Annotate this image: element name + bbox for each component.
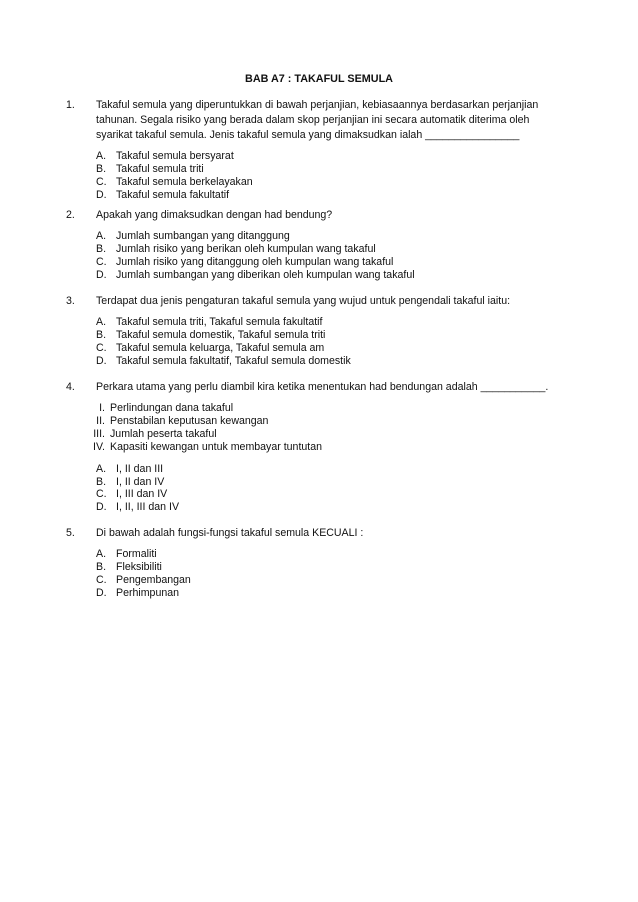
- options-list: [96, 463, 576, 515]
- options-list: [96, 230, 566, 282]
- option-a: [96, 150, 566, 163]
- statement-number: IV.: [93, 440, 105, 453]
- option-a: [96, 316, 566, 329]
- option-d: [96, 501, 576, 514]
- option-b: [96, 243, 566, 256]
- question-number: 1.: [66, 99, 75, 111]
- question-line: Takaful semula yang diperuntukkan di bawah perjanjian, kebiasaannya berdasarkan perjanjian: [96, 99, 539, 111]
- statements-list: [84, 402, 576, 454]
- option-text: Perhimpunan: [116, 586, 180, 599]
- option-letter: B.: [96, 475, 107, 488]
- option-letter: A.: [96, 316, 107, 328]
- option-a: [96, 230, 566, 243]
- question-text: [96, 526, 566, 541]
- question-number: 3.: [66, 295, 75, 307]
- option-letter: D.: [96, 501, 107, 514]
- question-1: [66, 98, 566, 202]
- option-text: I, II dan III: [116, 462, 164, 475]
- option-d: [96, 355, 566, 368]
- option-letter: C.: [96, 573, 107, 586]
- statement-iv: [84, 441, 576, 454]
- option-text: Takaful semula triti: [116, 162, 204, 175]
- option-text: Takaful semula keluarga, Takaful semula am: [116, 341, 325, 354]
- question-5: [66, 526, 566, 600]
- option-letter: B.: [96, 162, 107, 175]
- statement-ii: [84, 415, 576, 428]
- statement-text: Jumlah peserta takaful: [110, 427, 217, 440]
- statement-text: Perlindungan dana takaful: [110, 402, 234, 414]
- page-title: BAB A7 : TAKAFUL SEMULA: [245, 73, 393, 85]
- option-letter: D.: [96, 188, 107, 201]
- option-text: I, II dan IV: [116, 475, 165, 488]
- option-b: [96, 163, 566, 176]
- option-b: [96, 329, 566, 342]
- question-text: [96, 208, 566, 223]
- options-list: [96, 150, 566, 202]
- statement-text: Penstabilan keputusan kewangan: [110, 414, 269, 427]
- option-text: Takaful semula fakultatif, Takaful semula domestik: [116, 354, 351, 367]
- statement-text: Kapasiti kewangan untuk membayar tuntutan: [110, 440, 323, 453]
- question-line: Perkara utama yang perlu diambil kira ketika menentukan had bendungan adalah ___________.: [96, 381, 549, 393]
- statement-i: [84, 402, 576, 415]
- question-line: Terdapat dua jenis pengaturan takaful semula yang wujud untuk pengendali takaful iaitu:: [96, 295, 511, 307]
- option-letter: C.: [96, 341, 107, 354]
- option-text: Jumlah risiko yang berikan oleh kumpulan wang takaful: [116, 242, 376, 255]
- option-letter: A.: [96, 548, 107, 560]
- option-text: I, III dan IV: [116, 488, 168, 501]
- question-line: tahunan. Segala risiko yang berada dalam skop perjanjian ini secara automatik diterima oleh: [96, 114, 530, 126]
- option-c: [96, 342, 566, 355]
- option-c: [96, 488, 576, 501]
- question-number: 5.: [66, 527, 75, 539]
- question-4: [66, 380, 576, 514]
- option-letter: A.: [96, 462, 107, 475]
- option-letter: C.: [96, 488, 107, 501]
- option-d: [96, 189, 566, 202]
- option-text: Takaful semula fakultatif: [116, 188, 230, 201]
- option-b: [96, 561, 566, 574]
- option-letter: C.: [96, 175, 107, 188]
- option-text: Takaful semula domestik, Takaful semula triti: [116, 328, 326, 341]
- option-b: [96, 476, 576, 489]
- question-number: 2.: [66, 209, 75, 221]
- option-text: Takaful semula bersyarat: [116, 150, 234, 162]
- option-text: I, II, III dan IV: [116, 501, 180, 514]
- options-list: [96, 548, 566, 600]
- option-text: Jumlah risiko yang ditanggung oleh kumpulan wang takaful: [116, 255, 394, 268]
- option-a: [96, 463, 576, 476]
- option-letter: C.: [96, 255, 107, 268]
- question-number: 4.: [66, 381, 75, 393]
- option-text: Jumlah sumbangan yang ditanggung: [116, 230, 290, 242]
- question-line: syarikat takaful semula. Jenis takaful semula yang dimaksudkan ialah ________________: [96, 129, 520, 141]
- option-c: [96, 256, 566, 269]
- option-text: Takaful semula triti, Takaful semula fakultatif: [116, 316, 323, 328]
- options-list: [96, 316, 566, 368]
- statement-number: II.: [96, 414, 105, 427]
- option-letter: B.: [96, 242, 107, 255]
- option-d: [96, 587, 566, 600]
- question-3: [66, 294, 566, 368]
- option-a: [96, 548, 566, 561]
- option-text: Formaliti: [116, 548, 157, 560]
- question-text: [96, 380, 576, 395]
- option-letter: B.: [96, 328, 107, 341]
- option-text: Jumlah sumbangan yang diberikan oleh kumpulan wang takaful: [116, 268, 415, 281]
- option-letter: A.: [96, 150, 107, 162]
- option-letter: D.: [96, 586, 107, 599]
- option-c: [96, 574, 566, 587]
- option-text: Takaful semula berkelayakan: [116, 175, 253, 188]
- statement-iii: [84, 428, 576, 441]
- question-text: [96, 98, 566, 143]
- option-c: [96, 176, 566, 189]
- question-text: [96, 294, 566, 309]
- option-letter: D.: [96, 354, 107, 367]
- question-line: Di bawah adalah fungsi-fungsi takaful semula KECUALI :: [96, 527, 364, 539]
- option-text: Fleksibiliti: [116, 560, 162, 573]
- option-letter: D.: [96, 268, 107, 281]
- question-2: [66, 208, 566, 282]
- option-d: [96, 269, 566, 282]
- statement-number: I.: [99, 402, 105, 414]
- option-text: Pengembangan: [116, 573, 191, 586]
- statement-number: III.: [93, 427, 105, 440]
- option-letter: B.: [96, 560, 107, 573]
- question-line: Apakah yang dimaksudkan dengan had bendung?: [96, 209, 333, 221]
- option-letter: A.: [96, 230, 107, 242]
